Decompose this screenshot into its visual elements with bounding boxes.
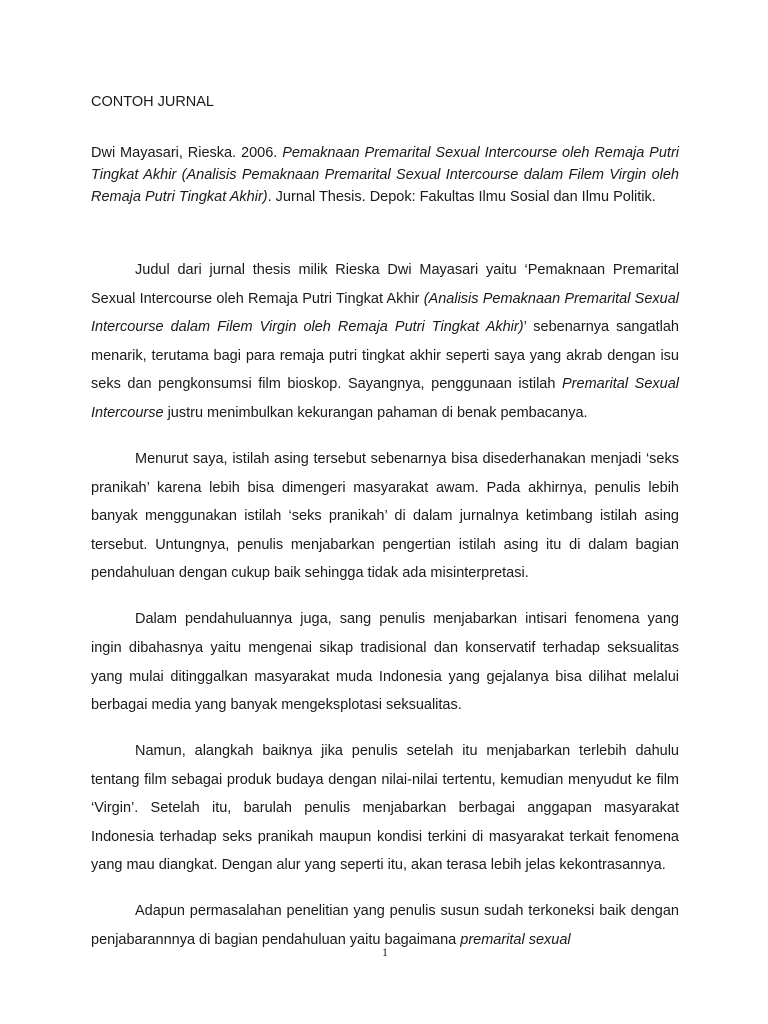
paragraph-2: Menurut saya, istilah asing tersebut sebenarnya bisa disederhanakan menjadi ‘seks pranikah’ karena lebih bisa dimengeri masyarakat awam. Pada akhirnya, penulis lebih banyak menggunakan istilah ‘seks pranikah’ di dalam jurnalnya ketimbang istilah asing tersebut. Untungnya, penulis menjabarkan pengertian istilah asing itu di dalam bagian pendahuluan dengan cukup baik sehingga tidak ada misinterpretasi.: [91, 450, 679, 582]
document-page: [91, 0, 679, 1024]
citation-authors-year: Dwi Mayasari, Rieska. 2006.: [91, 145, 283, 161]
paragraph-5-part-b: premarital sexual: [460, 932, 571, 949]
paragraph-3: Dalam pendahuluannya juga, sang penulis menjabarkan intisari fenomena yang ingin dibahasnya yaitu mengenai sikap tradisional dan konservatif terhadap seksualitas yang mulai ditinggalkan masyarakat muda Indonesia yang gejalanya bisa dilihat melalui berbagai media yang banyak mengeksplotasi seksualitas.: [91, 611, 679, 714]
paragraph-5-part-a: Adapun permasalahan penelitian yang penulis susun sudah terkoneksi baik dengan penjabarannnya di bagian pendahuluan yaitu bagaimana: [91, 903, 679, 949]
paragraph-1-part-d: Premarital Sexual Intercourse: [91, 376, 680, 421]
paragraph-1-part-c: ’ sebenarnya sangatlah menarik, terutama bagi para remaja putri tingkat akhir seperti saya yang akrab dengan isu seks dan pengkonsumsi film bioskop. Sayangnya, penggunaan istilah: [91, 319, 679, 393]
paragraph-4: Namun, alangkah baiknya jika penulis setelah itu menjabarkan terlebih dahulu tentang film sebagai produk budaya dengan nilai-nilai tertentu, kemudian menyudut ke film ‘Virgin’. Setelah itu, barulah penulis menjabarkan berbagai anggapan masyarakat Indonesia terhadap seks pranikah maupun kondisi terkini di masyarakat terkait fenomena yang mau diangkat. Dengan alur yang seperti itu, akan terasa lebih jelas kekontrasannya.: [91, 743, 679, 874]
paragraph-1-part-e: justru menimbulkan kekurangan pahaman di benak pembacanya.: [163, 404, 588, 421]
citation-publication: . Jurnal Thesis. Depok: Fakultas Ilmu Sosial dan Ilmu Politik.: [267, 189, 656, 205]
page-number: 1: [382, 945, 388, 959]
document-title: CONTOH JURNAL: [91, 94, 214, 110]
paragraph-1-part-b: (Analisis Pemaknaan Premarital Sexual Intercourse dalam Filem Virgin oleh Remaja Putri Tingkat Akhir): [91, 290, 680, 336]
paragraph-1-part-a: Judul dari jurnal thesis milik Rieska Dwi Mayasari yaitu ‘Pemaknaan Premarital Sexual Intercourse oleh Remaja Putri Tingkat Akhir: [91, 262, 679, 307]
body-text: [91, 256, 679, 972]
citation: [91, 142, 679, 208]
paragraph-1: [91, 256, 679, 428]
citation-work-title: Pemaknaan Premarital Sexual Intercourse oleh Remaja Putri Tingkat Akhir (Analisis Pemaknaan Premarital Sexual Intercourse dalam Filem Virgin oleh Remaja Putri Tingkat Akhir): [91, 145, 679, 205]
